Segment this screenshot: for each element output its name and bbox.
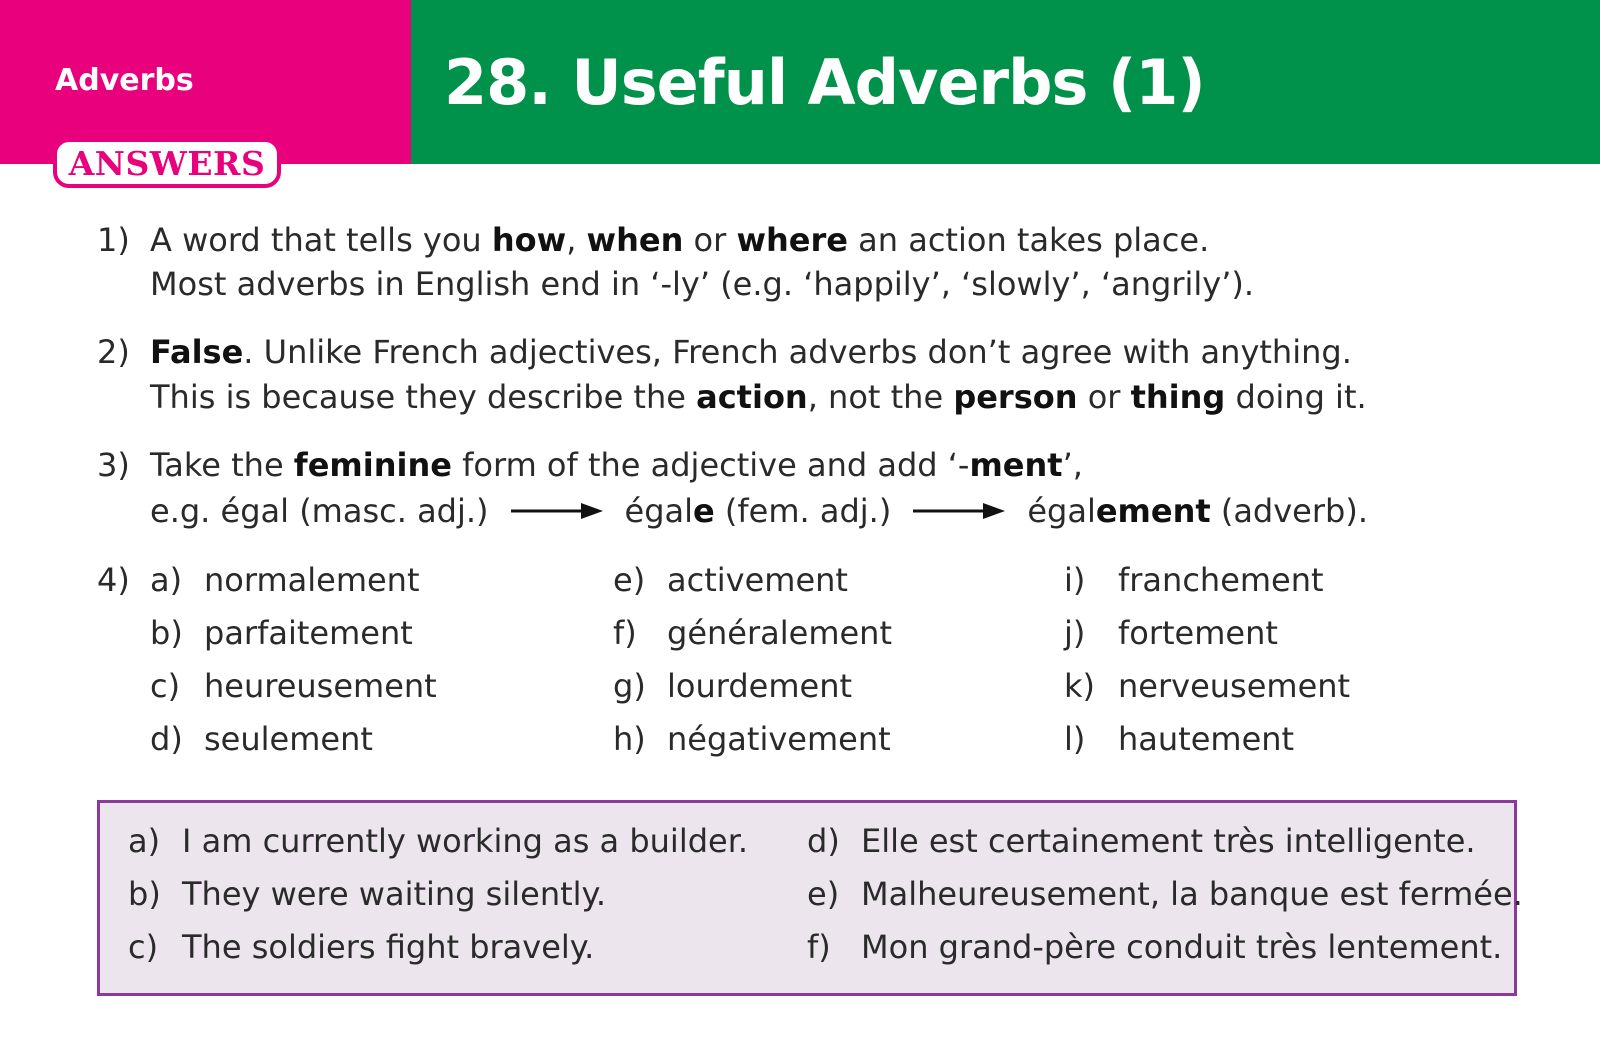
right-arrow-icon [913,488,1005,532]
section-label: Adverbs [55,63,194,98]
list-item: b) They were waiting silently. [128,875,607,913]
q1-line1: A word that tells you how, when or where an action takes place. [150,221,1210,259]
list-item: g) lourdement [613,667,853,705]
list-item: d) Elle est certainement très intelligente. [807,822,1476,860]
list-item: k) nerveusement [1064,667,1351,705]
list-item: d) seulement [150,720,373,758]
translation-box [97,800,1523,996]
q3-number: 3) [97,446,130,484]
q4-column-2 [613,554,892,766]
q1-line2: Most adverbs in English end in ‘-ly’ (e.g. ‘happily’, ‘slowly’, ‘angrily’). [150,265,1255,303]
right-arrow-icon [511,488,603,532]
q2-line2: This is because they describe the action, not the person or thing doing it. [150,378,1367,416]
list-item: h) négativement [613,720,891,758]
q2-line1: False. Unlike French adjectives, French adverbs don’t agree with anything. [150,333,1352,371]
list-item: b) parfaitement [150,614,413,652]
list-item: c) The soldiers fight bravely. [128,928,595,966]
answers-badge-label: ANSWERS [68,143,266,183]
q4-column-3 [1064,554,1350,766]
list-item: f) généralement [613,614,892,652]
list-item: e) activement [613,561,848,599]
q1-number: 1) [97,221,130,259]
q3-line2: e.g. égal (masc. adj.) égale (fem. adj.) également (adverb). [150,488,1368,538]
list-item: e) Malheureusement, la banque est fermée. [807,875,1523,913]
list-item: l) hautement [1064,720,1295,758]
answers-badge [53,138,281,188]
list-item: c) heureusement [150,667,437,705]
page-title: 28. Useful Adverbs (1) [444,46,1205,119]
translation-column-right [807,815,1523,974]
q4-column-1 [150,554,437,766]
translation-column-left [128,815,748,974]
q2-number: 2) [97,333,130,371]
list-item: i) franchement [1064,561,1324,599]
list-item: j) fortement [1064,614,1278,652]
list-item: a) I am currently working as a builder. [128,822,749,860]
q4-number: 4) [97,561,130,599]
q3-line1: Take the feminine form of the adjective and add ‘-ment’, [150,446,1083,484]
list-item: a) normalement [150,561,420,599]
list-item: f) Mon grand-père conduit très lentement. [807,928,1503,966]
